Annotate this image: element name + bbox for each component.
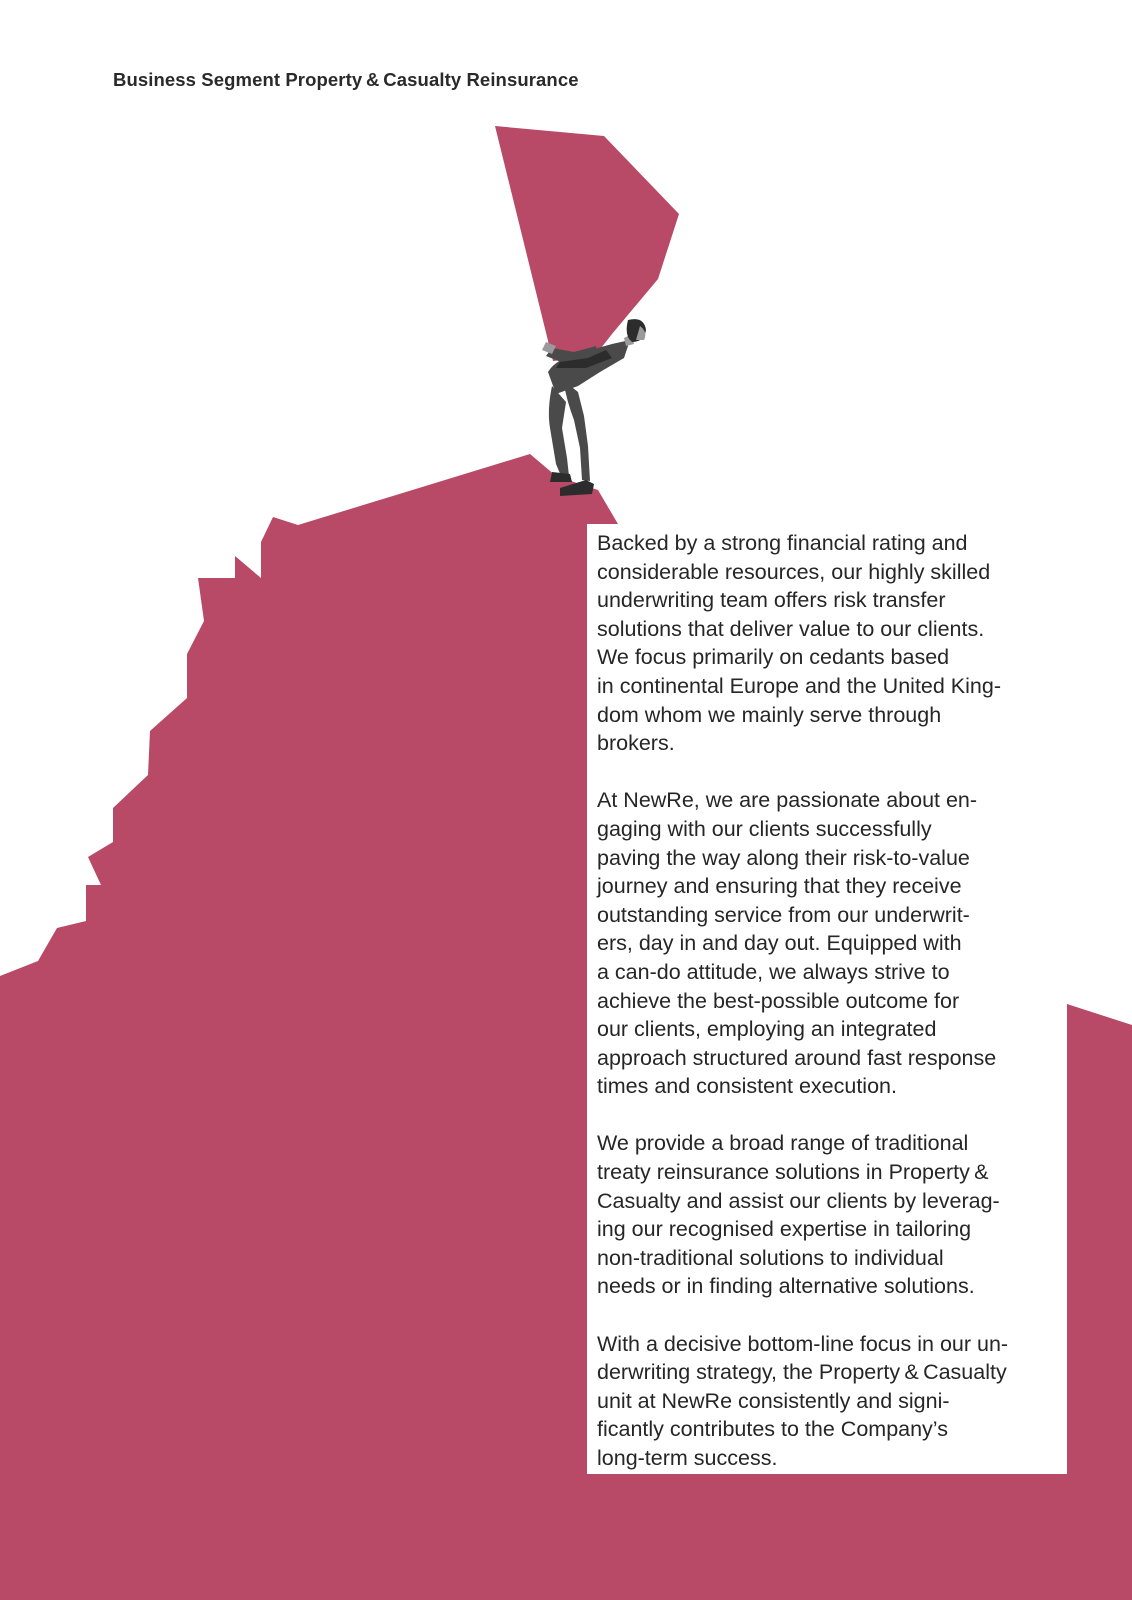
- text-line: unit at NewRe consistently and signi-: [597, 1388, 950, 1413]
- text-line: ers, day in and day out. Equipped with: [597, 931, 962, 956]
- text-line: brokers.: [597, 731, 675, 756]
- text-line: Backed by a strong financial rating and: [597, 531, 968, 555]
- text-line: approach structured around fast response: [597, 1045, 997, 1070]
- paragraph: [597, 1330, 1067, 1473]
- text-line: in continental Europe and the United King-: [597, 673, 1001, 698]
- text-line: our clients, employing an integrated: [597, 1017, 937, 1042]
- text-line: needs or in finding alternative solutions.: [597, 1274, 975, 1299]
- paragraph: [597, 1129, 1067, 1301]
- text-line: outstanding service from our underwrit-: [597, 902, 970, 927]
- page-header: Business Segment Property & Casualty Reinsurance: [113, 69, 579, 90]
- text-line: solutions that deliver value to our clients.: [597, 616, 985, 641]
- text-line: dom whom we mainly serve through: [597, 702, 942, 727]
- text-line: long-term success.: [597, 1446, 778, 1470]
- text-line: ing our recognised expertise in tailoring: [597, 1217, 972, 1242]
- text-line: times and consistent execution.: [597, 1074, 897, 1099]
- paragraph: [597, 786, 1067, 1101]
- text-line: Casualty and assist our clients by leverag-: [597, 1188, 1000, 1213]
- text-line: achieve the best-possible outcome for: [597, 988, 960, 1013]
- text-line: considerable resources, our highly skilled: [597, 559, 991, 584]
- text-line: We focus primarily on cedants based: [597, 645, 950, 670]
- text-line: At NewRe, we are passionate about en-: [597, 788, 978, 813]
- body-copy: [597, 529, 1067, 1501]
- paragraph: [597, 529, 1067, 758]
- text-line: treaty reinsurance solutions in Property &: [597, 1160, 989, 1185]
- text-line: underwriting team offers risk transfer: [597, 588, 946, 613]
- text-line: We provide a broad range of traditional: [597, 1131, 969, 1156]
- text-line: paving the way along their risk-to-value: [597, 845, 970, 870]
- rock-shape: [495, 126, 679, 361]
- text-line: derwriting strategy, the Property & Casualty: [597, 1360, 1007, 1385]
- text-line: gaging with our clients successfully: [597, 816, 932, 841]
- text-line: ficantly contributes to the Company’s: [597, 1417, 948, 1442]
- text-line: With a decisive bottom-line focus in our un-: [597, 1331, 1009, 1356]
- text-line: non-traditional solutions to individual: [597, 1245, 944, 1270]
- text-line: a can-do attitude, we always strive to: [597, 959, 950, 984]
- text-line: journey and ensuring that they receive: [597, 874, 962, 899]
